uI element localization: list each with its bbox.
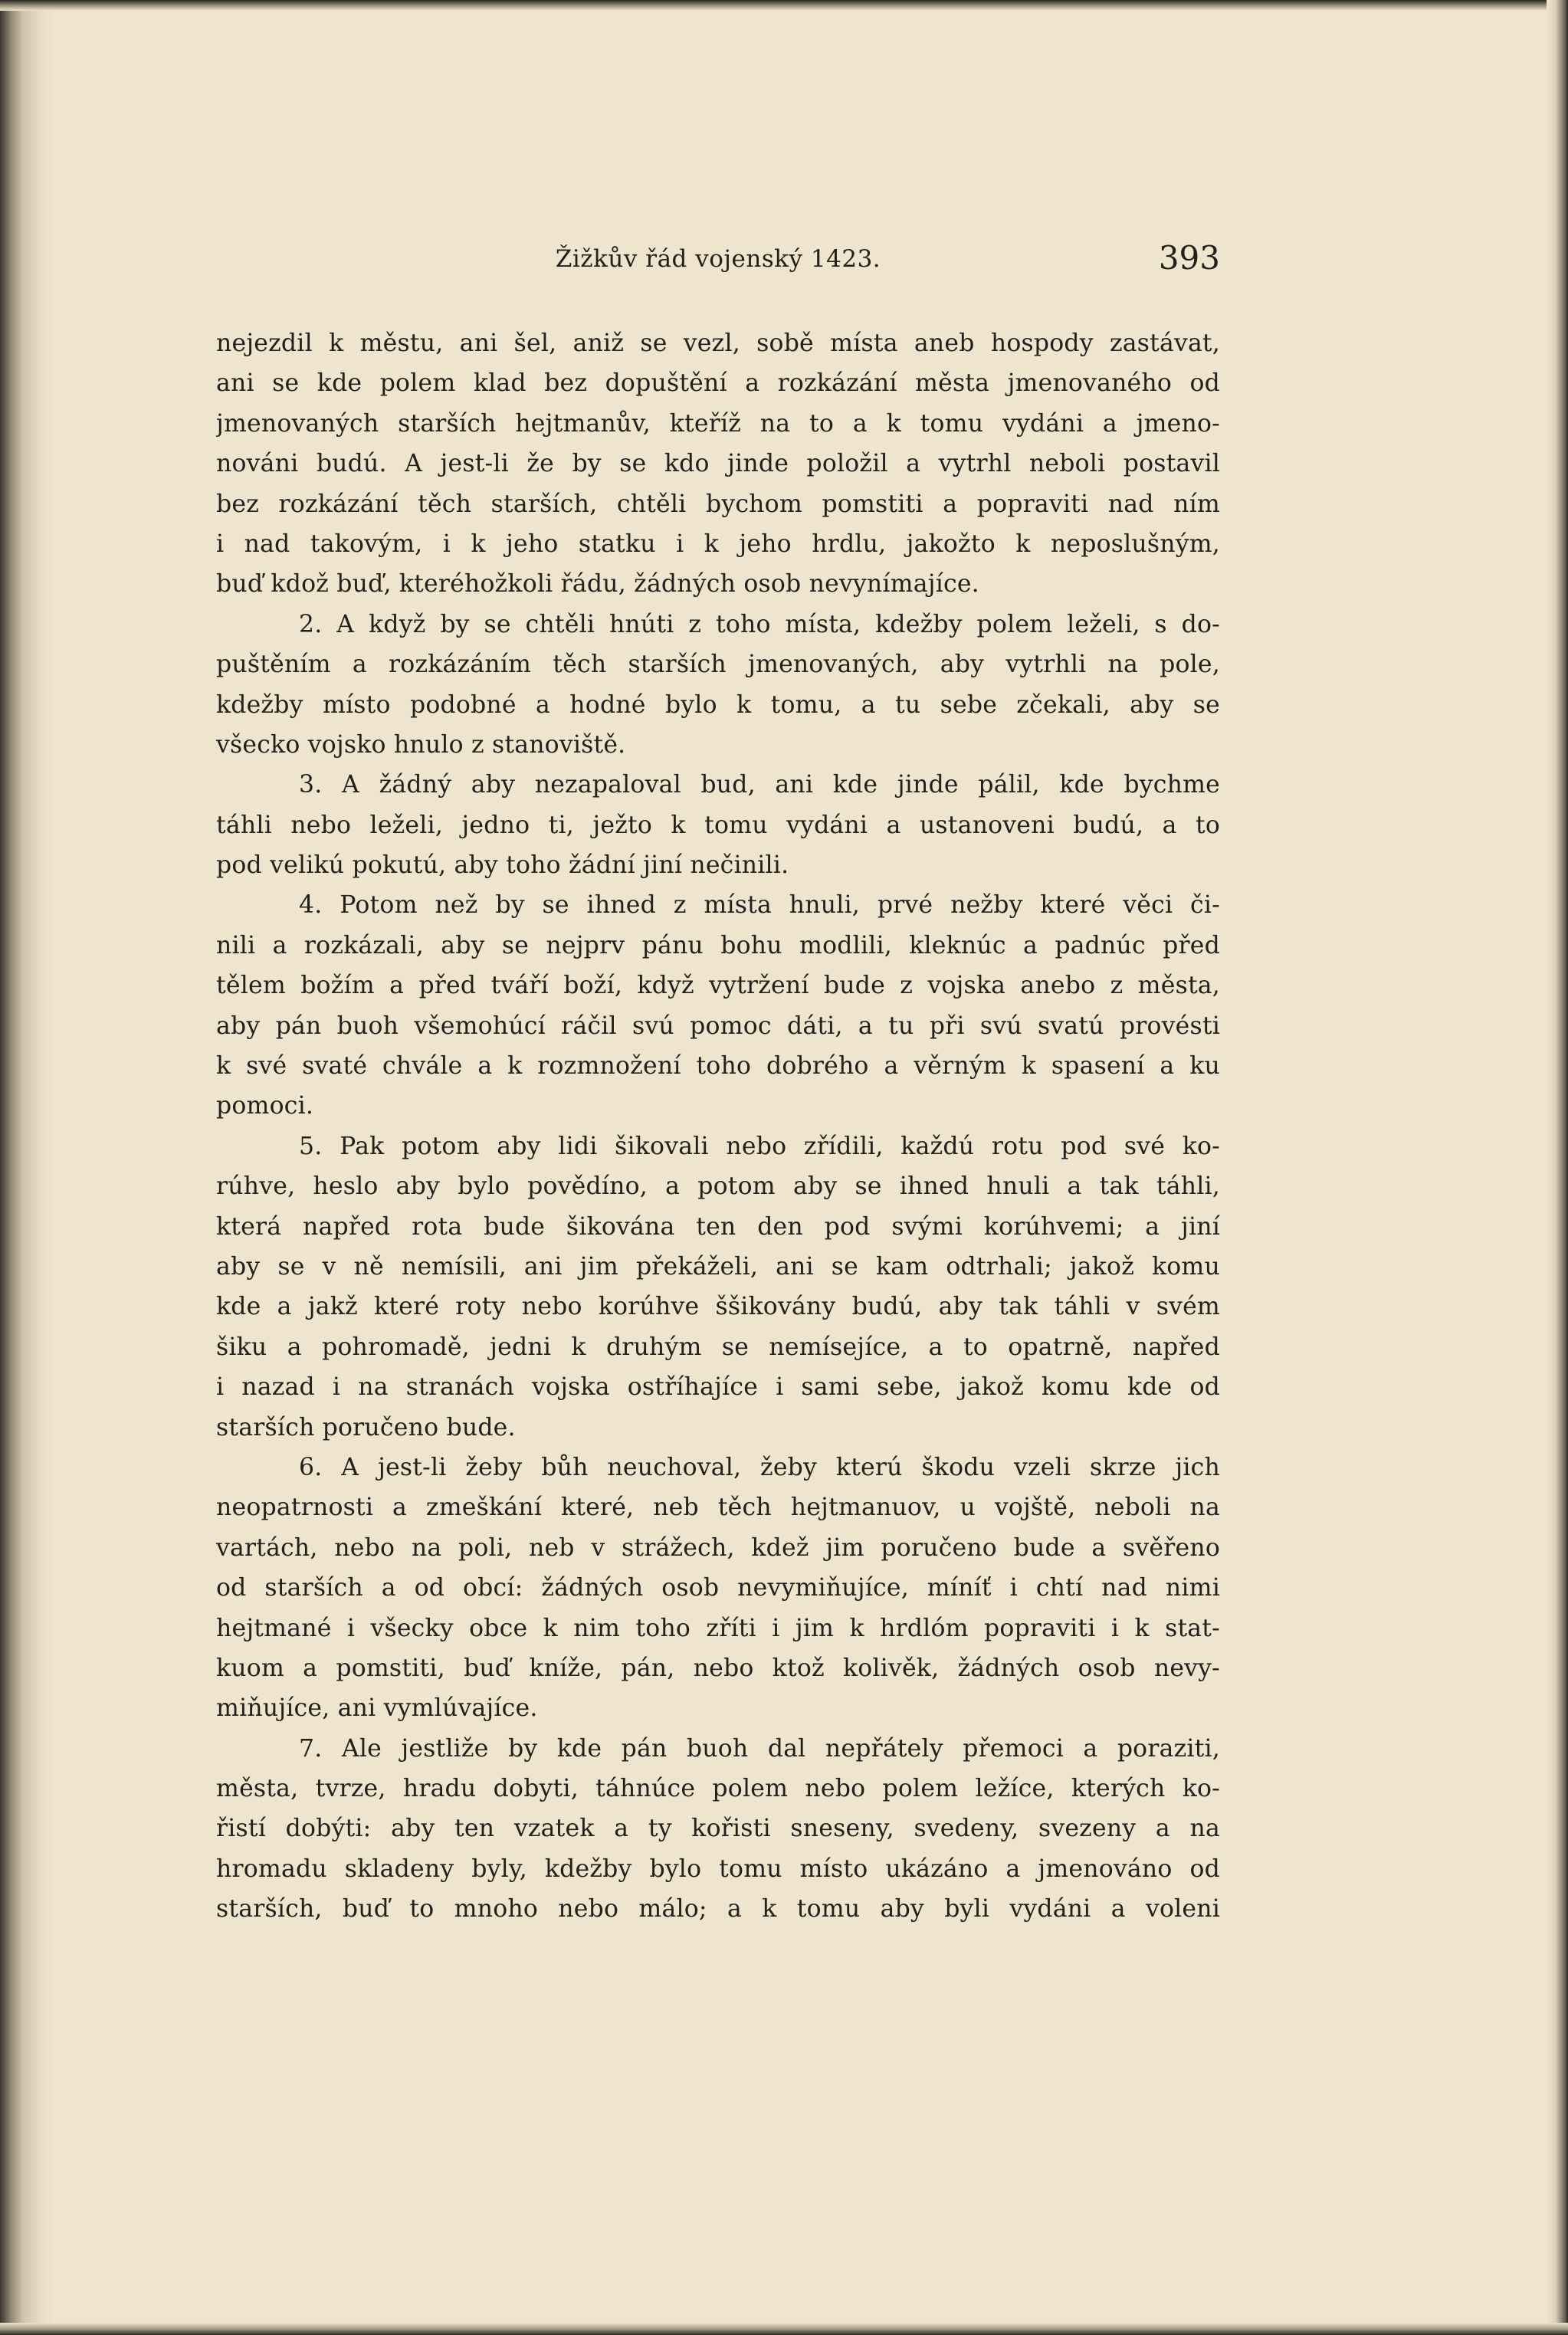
text-line: nováni budú. A jest-li že by se kdo jinde položil a vytrhl neboli postavil	[216, 450, 1220, 478]
text-line: i nazad i na stranách vojska ostříhajíce i sami sebe, jakož komu kde od	[216, 1373, 1220, 1402]
text-line: miňujíce, ani vymlúvajíce.	[216, 1694, 538, 1723]
text-line: aby pán buoh všemohúcí ráčil svú pomoc dáti, a tu při svú svatú provésti	[216, 1012, 1220, 1040]
page-header	[216, 234, 1220, 280]
text-line: ani se kde polem klad bez dopuštění a rozkázání města jmenovaného od	[216, 369, 1220, 398]
text-line: neopatrnosti a zmeškání které, neb těch hejtmanuov, u vojště, neboli na	[216, 1494, 1220, 1522]
paragraph-start-6: 6. A jest-li žeby bůh neuchoval, žeby kterú škodu vzeli skrze jich	[299, 1453, 1220, 1481]
text-line: buď kdož buď, kteréhožkoli řádu, žádných osob nevynímajíce.	[216, 570, 979, 599]
text-line: starších, buď to mnoho nebo málo; a k tomu aby byli vydáni a voleni	[216, 1895, 1220, 1923]
text-line: od starších a od obcí: žádných osob nevymiňujíce, míníť i chtí nad nimi	[216, 1574, 1220, 1602]
page-edge-bottom	[0, 2323, 1568, 2335]
paragraph-start-2: 2. A když by se chtěli hnúti z toho místa, kdežby polem leželi, s do-	[299, 610, 1220, 638]
text-line: pod velikú pokutú, aby toho žádní jiní nečinili.	[216, 851, 789, 880]
text-line: města, tvrze, hradu dobyti, táhnúce polem nebo polem ležíce, kterých ko-	[216, 1775, 1220, 1803]
text-line: hejtmané i všecky obce k nim toho zříti i jim k hrdlóm popraviti i k stat-	[216, 1614, 1220, 1642]
text-line: puštěním a rozkázáním těch starších jmenovaných, aby vytrhli na pole,	[216, 651, 1220, 679]
text-line: kde a jakž které roty nebo korúhve ššikovány budú, aby tak táhli v svém	[216, 1293, 1220, 1321]
text-line: nili a rozkázali, aby se nejprv pánu bohu modlili, kleknúc a padnúc před	[216, 931, 1220, 959]
text-line: hromadu skladeny byly, kdežby bylo tomu místo ukázáno a jmenováno od	[216, 1855, 1220, 1883]
book-gutter-shadow	[0, 0, 54, 2335]
running-title: Žižkův řád vojenský 1423.	[555, 245, 881, 273]
text-line: bez rozkázání těch starších, chtěli bychom pomstiti a popraviti nad ním	[216, 490, 1220, 518]
text-line: k své svaté chvále a k rozmnožení toho dobrého a věrným k spasení a ku	[216, 1052, 1220, 1081]
page-edge-top	[0, 0, 1568, 11]
text-line: kuom a pomstiti, buď kníže, pán, nebo ktož kolivěk, žádných osob nevy-	[216, 1654, 1220, 1682]
text-line: starších poručeno bude.	[216, 1413, 516, 1441]
text-line: jmenovaných starších hejtmanův, kteříž na to a k tomu vydáni a jmeno-	[216, 409, 1220, 438]
paragraph-start-7: 7. Ale jestliže by kde pán buoh dal nepřátely přemoci a poraziti,	[299, 1734, 1220, 1763]
body-text	[216, 323, 1220, 1930]
text-line: řistí dobýti: aby ten vzatek a ty kořisti sneseny, svedeny, svezeny a na	[216, 1815, 1220, 1843]
paragraph-start-4: 4. Potom než by se ihned z místa hnuli, prvé nežby které věci či-	[299, 891, 1220, 920]
text-line: i nad takovým, i k jeho statku i k jeho hrdlu, jakožto k neposlušným,	[216, 530, 1220, 558]
text-line: vartách, nebo na poli, neb v strážech, kdež jim poručeno bude a svěřeno	[216, 1533, 1220, 1562]
text-line: nejezdil k městu, ani šel, aniž se vezl, sobě místa aneb hospody zastávat,	[216, 330, 1220, 357]
page-number: 393	[1158, 239, 1220, 277]
text-line: všecko vojsko hnulo z stanoviště.	[216, 730, 626, 759]
text-line: aby se v ně nemísili, ani jim překáželi, ani se kam odtrhali; jakož komu	[216, 1252, 1220, 1281]
paragraph-start-5: 5. Pak potom aby lidi šikovali nebo zřídili, každú rotu pod své ko-	[299, 1132, 1220, 1160]
text-line: pomoci.	[216, 1092, 314, 1120]
text-line: táhli nebo leželi, jedno ti, ježto k tomu vydáni a ustanoveni budú, a to	[216, 811, 1220, 839]
paragraph-start-3: 3. A žádný aby nezapaloval bud, ani kde jinde pálil, kde bychme	[299, 771, 1220, 799]
page-edge-right	[1547, 0, 1568, 2335]
text-line: šiku a pohromadě, jedni k druhým se nemísejíce, a to opatrně, napřed	[216, 1333, 1220, 1361]
text-line: která napřed rota bude šikována ten den pod svými korúhvemi; a jiní	[216, 1212, 1220, 1241]
text-line: kdežby místo podobné a hodné bylo k tomu, a tu sebe zčekali, aby se	[216, 690, 1220, 719]
text-line: rúhve, heslo aby bylo povědíno, a potom aby se ihned hnuli a tak táhli,	[216, 1172, 1220, 1201]
text-line: tělem božím a před tváří boží, když vytržení bude z vojska anebo z města,	[216, 972, 1220, 1000]
